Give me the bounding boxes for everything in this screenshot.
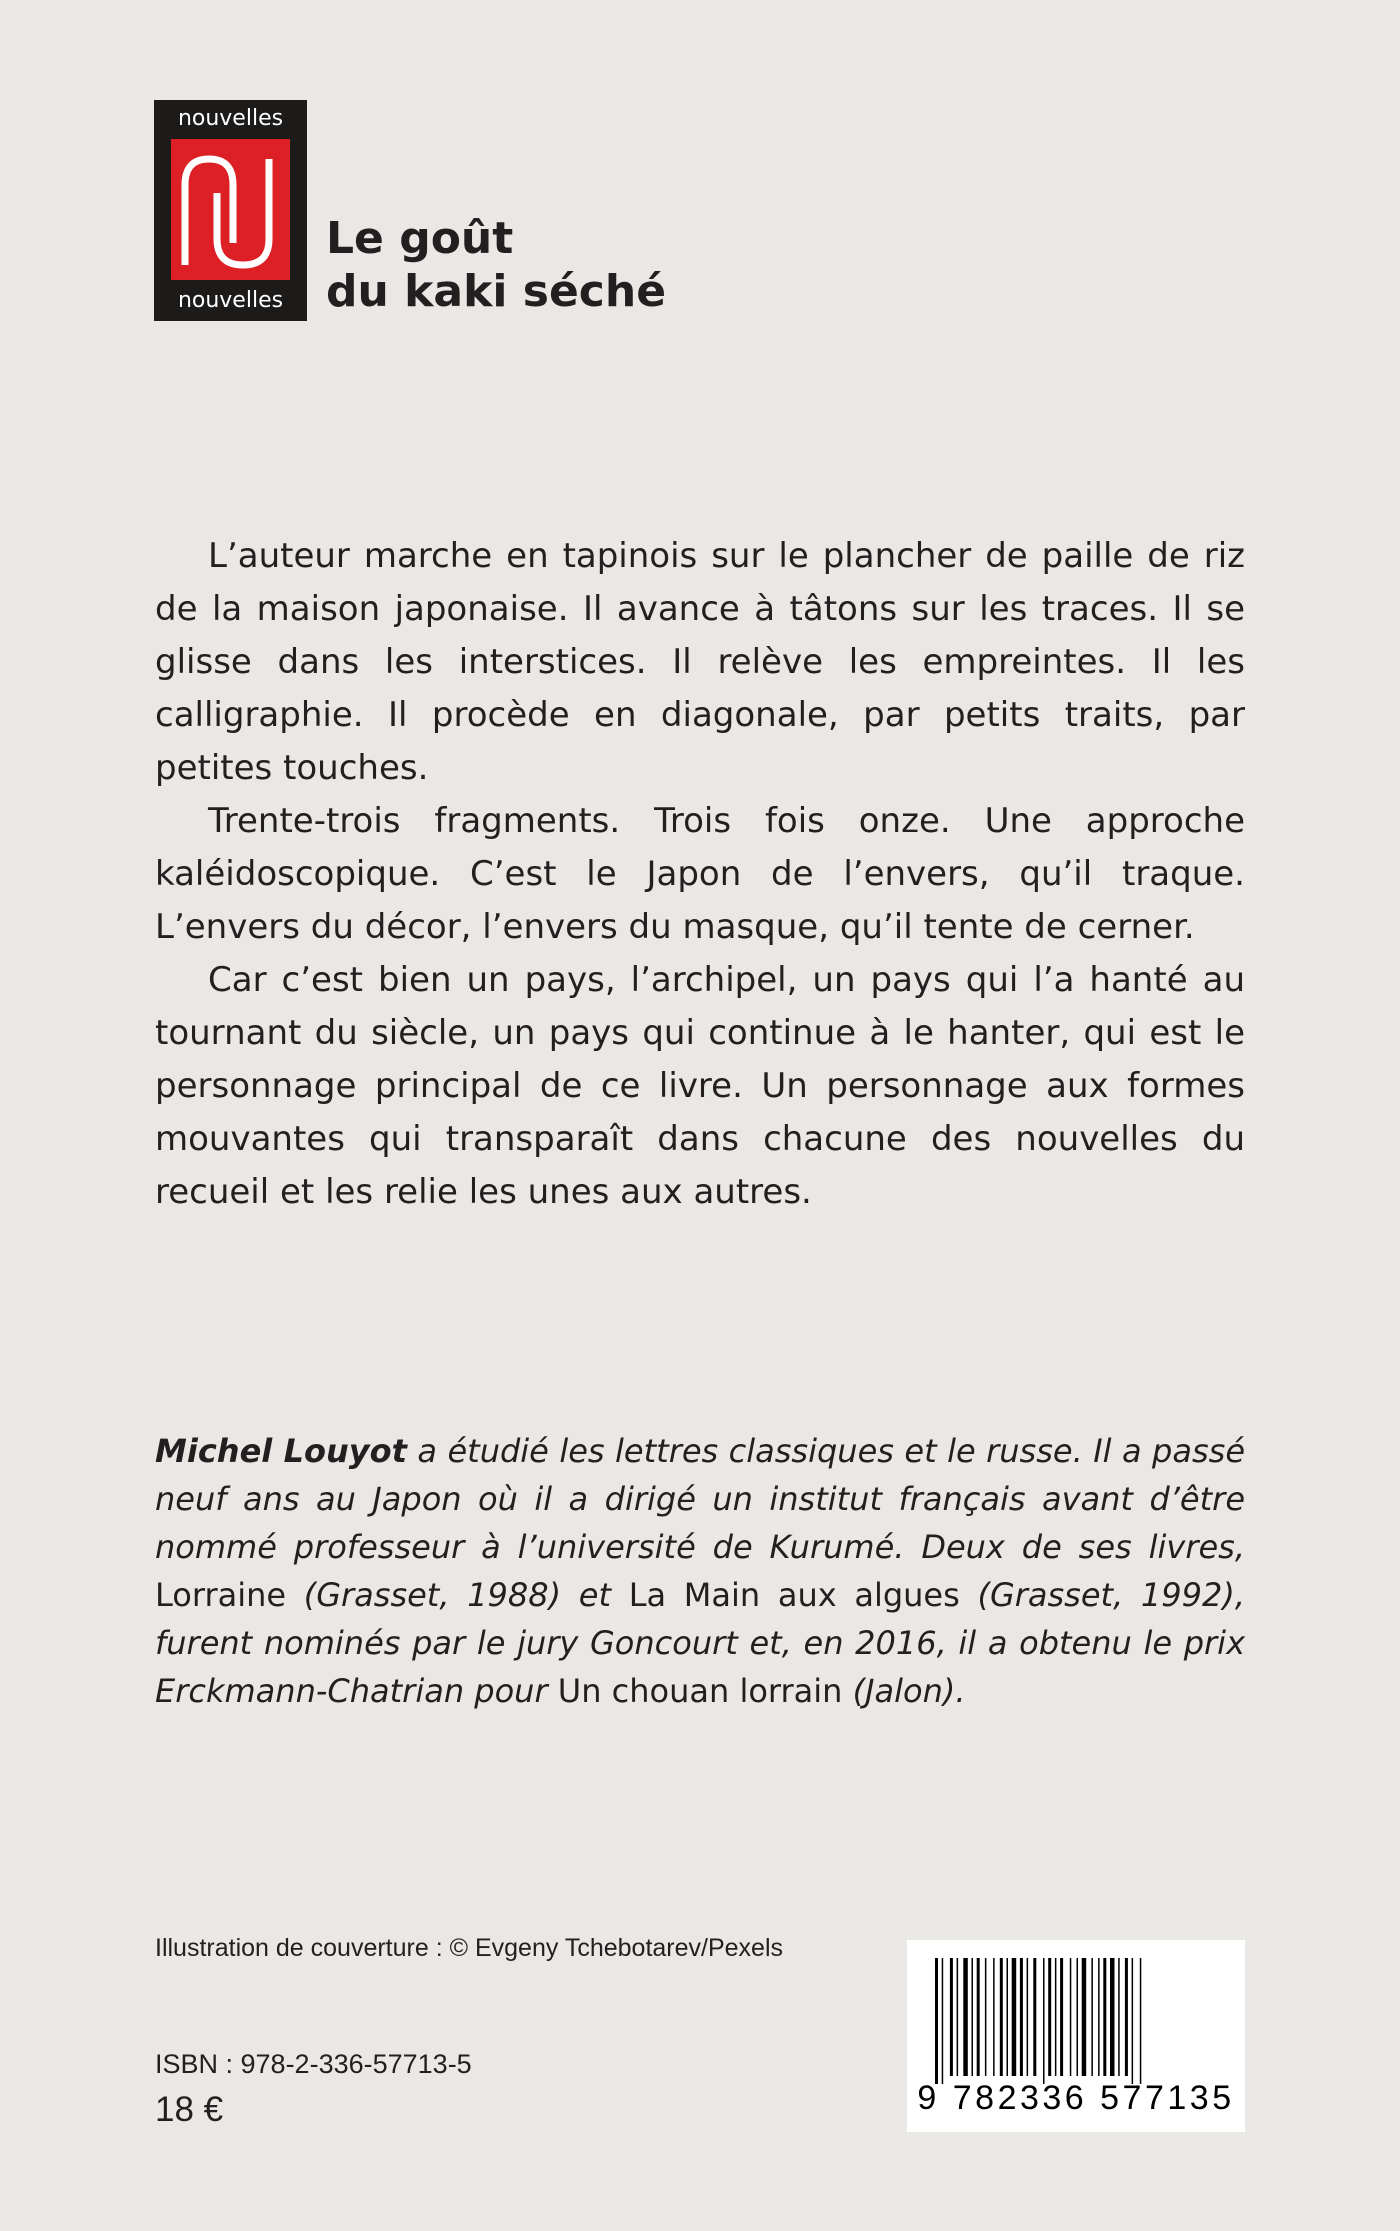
barcode-bars-icon <box>935 1958 1217 2084</box>
bio-book-title-2: La Main aux algues <box>628 1576 960 1614</box>
logo-nu-mark <box>171 139 290 280</box>
logo-top-text: nouvelles <box>177 106 284 131</box>
synopsis-paragraph-2: Trente-trois fragments. Trois fois onze. Une approche kaléidoscopique. C’est le Japon de l’envers, qu’il traque. L’envers du décor, l’envers du masque, qu’il tente de cerner. <box>155 801 1245 947</box>
synopsis <box>155 530 1245 1219</box>
price: 18 € <box>155 2090 224 2129</box>
book-title <box>326 212 666 318</box>
author-bio <box>155 1427 1245 1715</box>
cover-illustration-credit: Illustration de couverture : © Evgeny Tchebotarev/Pexels <box>155 1934 784 1962</box>
bio-book-title-1: Lorraine <box>155 1576 287 1614</box>
author-name: Michel Louyot <box>155 1432 407 1470</box>
bio-text-1: a étudié les lettres classiques et le russe. Il a passé neuf ans au Japon où il a dirigé un institut français avant d’être nommé professeur à l’université de Kurumé. Deux de ses livres, <box>155 1432 1246 1566</box>
barcode-digits: 9 782336 577135 <box>917 2079 1235 2117</box>
bio-text-3: (Grasset, 1992), furent nominés par le jury Goncourt et, en 2016, il a obtenu le prix Erckmann-Chatrian pour <box>155 1576 1246 1710</box>
bio-text-2: (Grasset, 1988) et <box>286 1576 629 1614</box>
book-title-line-2: du kaki séché <box>326 266 667 317</box>
bio-book-title-3: Un chouan lorrain <box>557 1672 843 1710</box>
isbn: ISBN : 978-2-336-57713-5 <box>155 2049 472 2079</box>
logo-bottom-text: nouvelles <box>177 288 284 313</box>
publisher-logo <box>154 100 307 321</box>
synopsis-paragraph-1: L’auteur marche en tapinois sur le plancher de paille de riz de la maison japonaise. Il avance à tâtons sur les traces. Il se glisse dans les interstices. Il relève les empreintes. Il les calligraphie. Il procède en diagonale, par petits traits, par petites touches. <box>155 536 1245 788</box>
book-title-line-1: Le goût <box>326 213 514 264</box>
barcode <box>907 1940 1245 2132</box>
bio-text-4: (Jalon). <box>842 1672 966 1710</box>
synopsis-paragraph-3: Car c’est bien un pays, l’archipel, un pays qui l’a hanté au tournant du siècle, un pays qui continue à le hanter, qui est le personnage principal de ce livre. Un personnage aux formes mouvantes qui transparaît dans chacune des nouvelles du recueil et les relie les unes aux autres. <box>155 960 1245 1212</box>
nu-monogram-icon <box>171 139 290 280</box>
